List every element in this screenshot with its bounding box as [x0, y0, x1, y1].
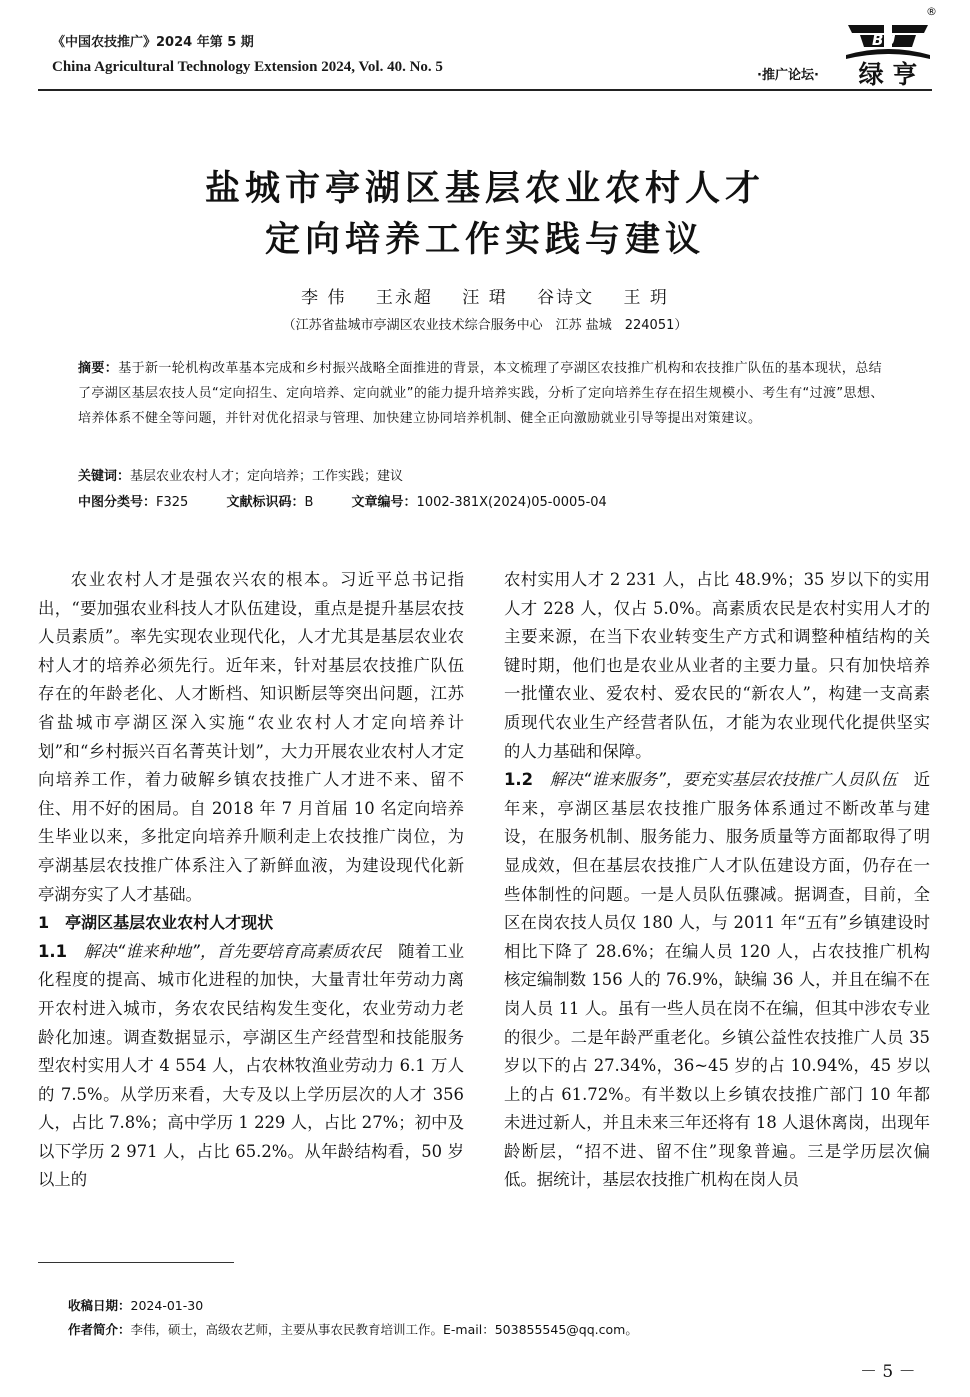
subsection-title: 解决“谁来服务”，要充实基层农技推广人员队伍	[549, 770, 898, 790]
article-title-line-1: 盐城市亭湖区基层农业农村人才	[204, 169, 765, 209]
received-label: 收稿日期：	[68, 1298, 131, 1313]
author-bio	[68, 1320, 638, 1338]
abstract	[78, 356, 893, 431]
subsection-title: 解决“谁来种地”，首先要培育高素质农民	[83, 941, 382, 961]
author-bio-label: 作者简介：	[68, 1322, 131, 1337]
author: 汪 珺	[462, 288, 508, 308]
author-bio-text: 李伟，硕士，高级农艺师，主要从事农民教育培训工作。E-mail：503855545@qq.com。	[130, 1322, 638, 1337]
section-label: ·推广论坛·	[757, 68, 819, 83]
subsection-text: 近年来，亭湖区基层农技推广服务体系通过不断改革与建设，在服务机制、服务能力、服务质量等方面都取得了明显成效，但在基层农技推广人才队伍建设方面，仍存在一些体制性的问题。一是人员队伍骤减。据调查，目前，全区在岗农技人员仅 180 人，与 2011 年“五有”乡镇建设时相比下降了 28.6%；在编人员 120 人，占农技推广机构核定编制数 156 人的 76.9%，缺编 36 人，并且在编不在岗人员 11 人。虽有一些人员在岗不在编，但其中涉农专业的很少。二是年龄严重老化。乡镇公益性农技推广人员 35 岁以下的占 27.34%，36~45 岁的占 10.94%，45 岁以上的占 61.72%。有半数以上乡镇农技推广部门 10 年都未进过新人，并且未来三年还将有 18 人退休离岗，出现年龄断层，“招不进、留不住”现象普遍。三是学历层次偏低。据统计，基层农技推广机构在岗人员	[504, 770, 931, 1190]
intro-paragraph: 农业农村人才是强农兴农的根本。习近平总书记指出，“要加强农业科技人才队伍建设，重点是提升基层农技人员素质”。率先实现农业现代化，人才尤其是基层农业农村人才的培养必须先行。近年来，针对基层农技推广队伍存在的年龄老化、人才断档、知识断层等突出问题，江苏省盐城市亭湖区深入实施“农业农村人才定向培养计划”和“乡村振兴百名菁英计划”，大力开展农业农村人才定向培养工作，着力破解乡镇农技推广人才进不来、留不住、用不好的困局。自 2018 年 7 月首届 10 名定向培养生毕业以来，多批定向培养升顺利走上农技推广岗位，为亭湖基层农技推广体系注入了新鲜血液，为建设现代化新亭湖夯实了人才基础。	[38, 570, 464, 904]
classification-line	[78, 491, 893, 510]
article-title-line-2: 定向培养工作实践与建议	[264, 220, 705, 260]
affiliation: （江苏省盐城市亭湖区农业技术综合服务中心 江苏 盐城 224051）	[282, 318, 688, 333]
abstract-text: 基于新一轮机构改革基本完成和乡村振兴战略全面推进的背景，本文梳理了亭湖区农技推广机构和农技推广队伍的基本现状，总结了亭湖区基层农技人员“定向招生、定向培养、定向就业”的能力提升培养实践，分析了定向培养生存在招生规模小、考生有“过渡”思想、培养体系不健全等问题，并针对优化招录与管理、加快建立协同培养机制、健全正向激励就业引导等提出对策建议。	[78, 361, 884, 426]
received-value: 2024-01-30	[130, 1298, 204, 1313]
keywords	[78, 465, 403, 484]
doc-code-label: 文献标识码：	[226, 495, 305, 510]
journal-name-cn: 《中国农技推广》2024 年第 5 期	[52, 35, 254, 50]
article-id-value: 1002-381X(2024)05-0005-04	[416, 495, 607, 510]
keywords-text: 基层农业农村人才；定向培养；工作实践；建议	[130, 469, 404, 484]
section-heading-1: 1 亭湖区基层农业农村人才现状	[38, 913, 274, 933]
subsection-1-1-continued: 农村实用人才 2 231 人，占比 48.9%；35 岁以下的实用人才 228 人，仅占 5.0%。高素质农民是农村实用人才的主要来源，在当下农业转变生产方式和调整种植结构的关键时期，他们也是农业从业者的主要力量。只有加快培养一批懂农业、爱农村、爱农民的“新农人”，构建一支高素质现代农业生产经营者队伍，才能为农业现代化提供坚实的人力基础和保障。	[504, 570, 930, 761]
footnote-divider	[38, 1262, 234, 1263]
header-divider	[38, 89, 932, 91]
body-column-right	[504, 566, 930, 1195]
logo-text: 绿 亨	[858, 60, 918, 87]
subsection-number: 1.1	[38, 941, 68, 961]
publisher-logo	[838, 3, 938, 87]
clc-value: F325	[156, 495, 189, 510]
author: 王 玥	[623, 288, 669, 308]
subsection-text: 随着工业化程度的提高、城市化进程的加快，大量青壮年劳动力离开农村进入城市，务农农民结构发生变化，农业劳动力老龄化加速。调查数据显示，亭湖区生产经营型和技能服务型农村实用人才 4 554 人，占农林牧渔业劳动力 6.1 万人的 7.5%。从学历来看，大专及以上学历层次的人才 356 人，占比 7.8%；高中学历 1 229 人，占比 27%；初中及以下学历 2 971 人，占比 65.2%。从年龄结构看，50 岁以上的	[38, 941, 465, 1190]
author-list	[0, 283, 970, 308]
logo-mark-text: BU	[872, 31, 896, 49]
keywords-label: 关键词：	[78, 469, 131, 484]
page-number: － 5 －	[860, 1362, 916, 1382]
registered-mark: ®	[926, 5, 937, 18]
subsection-1-1	[38, 938, 464, 1195]
body-column-left	[38, 566, 464, 1195]
clc-label: 中图分类号：	[78, 495, 157, 510]
journal-name-en: China Agricultural Technology Extension 2024, Vol. 40. No. 5	[52, 59, 443, 75]
author: 李 伟	[301, 288, 347, 308]
author: 王永超	[375, 288, 433, 308]
author: 谷诗文	[537, 288, 595, 308]
article-id-label: 文章编号：	[351, 495, 417, 510]
subsection-number: 1.2	[504, 770, 534, 790]
subsection-1-2	[504, 766, 930, 1195]
received-date	[68, 1296, 203, 1314]
abstract-label: 摘要：	[78, 361, 119, 376]
doc-code-value: B	[304, 495, 314, 510]
